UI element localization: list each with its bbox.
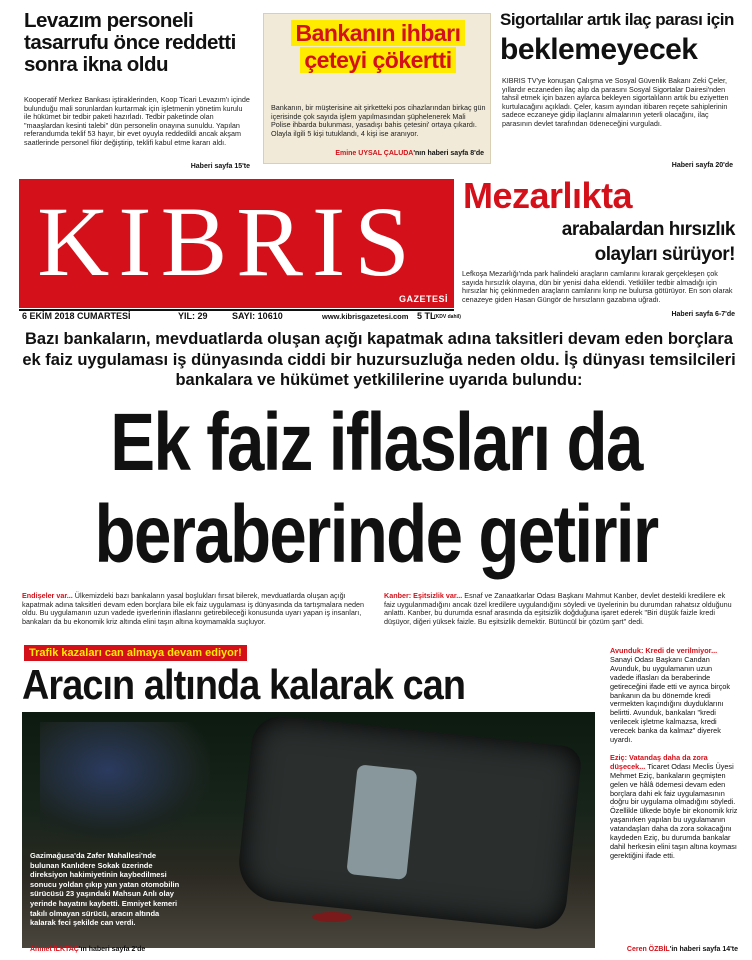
main-headline-line1[interactable]: Ek faiz iflasları da — [110, 397, 642, 488]
logo-text: KIBRIS — [37, 186, 419, 297]
story-ref-sigorta[interactable]: Haberi sayfa 20'de — [671, 162, 733, 169]
website-link[interactable]: www.kibrisgazetesi.com — [322, 312, 409, 321]
story-title-banka-line2: çeteyi çökertti — [300, 47, 455, 73]
main-column-1 — [22, 592, 372, 626]
price-vat-note: (KDV dahil) — [434, 314, 461, 320]
column-body: Esnaf ve Zanaatkarlar Odası Başkanı Mahmut Kanber, devlet destekli kredilere ek faiz uygulanmadığını ancak özel kredilere uygulandığını söyledi ve üyelerinin bu durumdan rahatsız olduğunu anlattı. Kanber, bu durumda esnaf arasında da eşitsizlik doğduğuna işaret ederek "Biri düşük faizle kredi düşüyor, diğeri yüksek faizle. Bu eşitsizlik demektir. Bütüncül bir çözüm şart" dedi. — [384, 591, 732, 626]
column-body: Ülkemizdeki bazı bankaların yasal boşlukları fırsat bilerek, mevduatlarda oluşan açığı kapatmak adına taksitleri devam eden borçlara bile ek faiz uygulaması iş dünyasında da tartışmalara neden oldu. Bu uygulamanın uzun vadede işverlerinin iflaslarını getirebileceği konusunda uyarı yapan iş insanları, bankaları da bu ekonomik kriz altında elini taşın altına koymamakla suçluyor. — [22, 591, 364, 626]
story-ref-mezarlik[interactable]: Haberi sayfa 6-7'de — [671, 311, 735, 318]
story-title-sigorta-line2[interactable]: beklemeyecek — [500, 33, 698, 66]
story-title-banka-line1: Bankanın ihbarı — [291, 20, 464, 46]
column-lead: Endişeler var... — [22, 591, 73, 600]
main-headline-line2[interactable]: beraberinde getirir — [94, 489, 658, 580]
photo-ground-stain — [312, 912, 352, 922]
story-body-mezarlik: Lefkoşa Mezarlığı'nda park halindeki araçların camlarını kırarak gerçekleşen çok sayıda hırsızlık olayına, dün bir yenisi daha eklendi. Yetkililer tedbir almadığı için hırsızlar hiç çekinmeden araçların camlarını kırıp ne bulursa götürüyor. En son olarak cenazeye giden Hasan Güngör de hırsızların gazabına uğradı. — [462, 269, 733, 304]
story-title-accident[interactable]: Aracın altında kalarak can — [22, 661, 466, 708]
photo-overturned-car — [235, 713, 583, 931]
story-body-banka: Bankanın, bir müşterisine ait şirketteki pos cihazlarından birkaç gün içerisinde çok sayıda işlem yapılmasından şüphelenerek Mali Polise ihbarda bulunması, yasadışı bahis çetesini' ortaya çıkardı. Olayla ilgili 5 kişi tutuklandı, 4 kişi ise aranıyor. — [271, 103, 486, 138]
side-column — [610, 647, 738, 861]
photo-caption: Gazimağusa'da Zafer Mahallesi'nde bulunan Kanlıdere Sokak üzerinde direksiyon hakimiyetinin kaybedilmesi sonucu yoldan çıkıp yan yatan otomobilin sürücüsü 23 yaşındaki Mahsun Anlı olay yerinde hayatını kaybetti. Emniyet kemeri takılı olmayan sürücü, aracın altında kalarak feci şekilde can verdi. — [30, 851, 180, 928]
author-name: Ahmet İLKTAÇ — [30, 946, 79, 953]
masthead-logo-box[interactable] — [19, 179, 454, 308]
story-title-mezarlik-line2[interactable]: arabalardan hırsızlık — [561, 219, 735, 240]
story-title-banka — [264, 20, 492, 74]
photo-car-window — [346, 764, 417, 880]
issue-number: SAYI: 10610 — [232, 311, 283, 321]
ref-text: 'nın haberi sayfa 8'de — [413, 150, 484, 157]
story-ref-banka[interactable] — [324, 150, 484, 157]
section-tag: Trafik kazaları can almaya devam ediyor! — [24, 645, 247, 661]
main-deck: Bazı bankaların, mevduatlarda oluşan açığı kapatmak adına taksitleri devam eden borçlara ek faiz uygulaması iş dünyasında ciddi bir huzursuzluğa neden oldu. İş dünyası temsilcileri bankalara ve hükümet yetkililerine uyarıda bulundu: — [22, 330, 736, 389]
story-title-levazim[interactable]: Levazım personeli tasarrufu önce reddetti sonra ikna oldu — [24, 9, 236, 76]
story-title-mezarlik-line3[interactable]: olayları sürüyor! — [594, 244, 735, 265]
story-ref-levazim[interactable]: Haberi sayfa 15'te — [190, 163, 250, 170]
author-name: Emine UYSAL ÇALUDA — [335, 150, 414, 157]
issue-date: 6 EKİM 2018 CUMARTESİ — [22, 311, 131, 321]
photo-rescuers — [40, 722, 210, 842]
side-lead-ezic: Eziç: Vatandaş daha da zora düşecek... — [610, 752, 708, 771]
issue-year: YIL: 29 — [178, 311, 208, 321]
ref-text: 'ın haberi sayfa 2'de — [78, 946, 146, 953]
story-ref-side[interactable] — [610, 946, 738, 953]
side-body-avunduk: Sanayi Odası Başkanı Candan Avunduk, bu uygulamanın uzun vadede iflasları da beraberinde getireceğini ifade etti ve ayrıca birçok bankanın da bu dönemde kredi vermekten kaçındığını duyduklarını belirtti. Avunduk, bankaları "kredi verilecek işletme kalmazsa, kredi verecek banka da kalmaz" diyerek uyardı. — [610, 654, 731, 745]
side-body-ezic: Ticaret Odası Meclis Üyesi Mehmet Eziç, bankaların geçmişten gelen ve hâlâ ödemesi devam eden borçlara dahi ek faiz uygulamasının doğru bir uygulama olmadığını söyledi. Özellikle ülkede böyle bir ekonomik kriz yaşanırken yapılan bu uygulamanın vatandaşları daha da zora sokacağını kaydeden Eziç, bu durumda bankalar dahil herkesin elini taşın altına koyması gerektiğini ifade etti. — [610, 761, 738, 860]
side-lead-avunduk: Avunduk: Kredi de verilmiyor... — [610, 646, 718, 655]
promo-box-banka[interactable] — [263, 13, 491, 164]
ref-text: 'in haberi sayfa 14'te — [669, 946, 738, 953]
logo-subtitle: GAZETESİ — [398, 294, 448, 304]
story-body-levazim: Kooperatif Merkez Bankası iştiraklerinden, Koop Ticari Levazım'ı içinde bulunduğu mali sorunlardan kurtarmak için işletmenin yönetim kurulu ile hükümet bir tedbir paketi hazırladı. Tedbir paketinde olan "maaşlardan kesinti talebi" dün personelin onayına sunuldu. Yapılan referandumda teklif 53 hayır, bir evet oyuyla reddedildi ancak akşam saatlerinde personel fikir değiştirip, teklifi kabul etme kararı aldı. — [24, 95, 250, 147]
author-name: Ceren ÖZBİL — [626, 946, 670, 953]
story-title-sigorta-line1[interactable]: Sigortalılar artık ilaç parası için — [500, 10, 734, 29]
story-title-mezarlik-line1[interactable]: Mezarlıkta — [463, 175, 633, 216]
column-lead: Kanber: Eşitsizlik var... — [384, 591, 463, 600]
story-body-sigorta: KIBRIS TV'ye konuşan Çalışma ve Sosyal Güvenlik Bakanı Zeki Çeler, yıllardır eczaneden ilaç alıp da parasını Sosyal Sigortalar Dairesi'nden tahsil etmek için bazen aylarca bekleyen sigortalıların artık bu eziyetten kurtulacağını açıkladı. Çeler, kasım ayından itibaren reçete sahiplerinin sadece eczaneye gidip ilaçlarını almalarının yeterli olacağını, ilaç parasının devlet tarafından ödeneceğini vurguladı. — [502, 76, 729, 128]
story-ref-accident[interactable] — [30, 946, 210, 953]
main-column-2 — [384, 592, 737, 626]
issue-price: 5 TL — [417, 311, 436, 321]
